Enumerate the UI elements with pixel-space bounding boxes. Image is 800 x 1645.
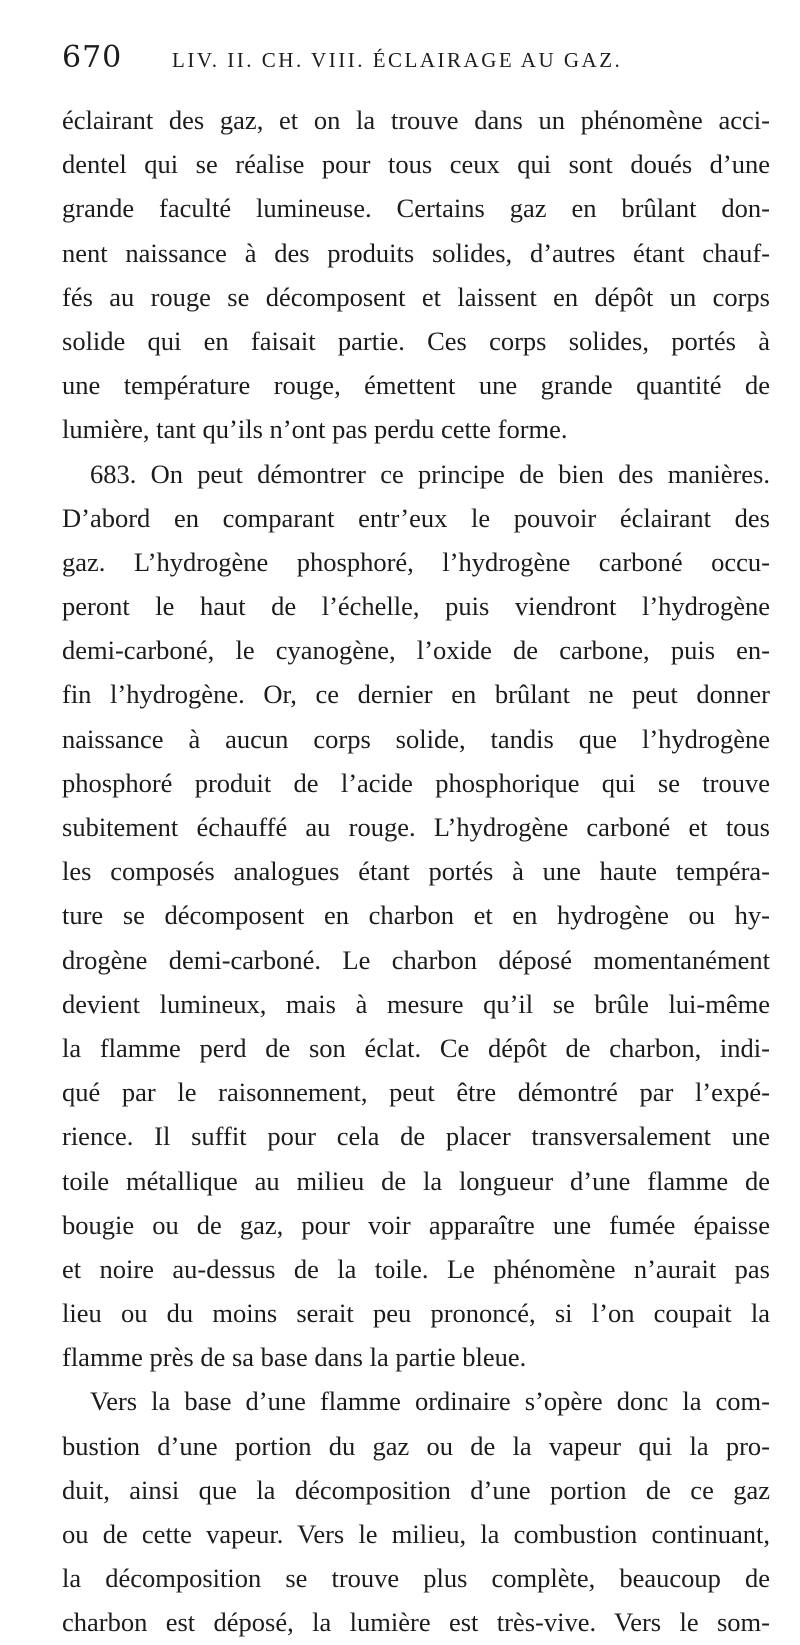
- text-line: toile métallique au milieu de la longueur d’une flamme de: [62, 1165, 770, 1196]
- page-number: 670: [62, 40, 123, 75]
- text-line: grande faculté lumineuse. Certains gaz en brûlant don-: [62, 193, 770, 224]
- text-line: les composés analogues étant portés à une haute tempéra-: [62, 856, 770, 887]
- text-line: lumière, tant qu’ils n’ont pas perdu cette forme.: [62, 414, 568, 445]
- text-line: phosphoré produit de l’acide phosphorique qui se trouve: [62, 767, 770, 798]
- text-line: duit, ainsi que la décomposition d’une portion de ce gaz: [62, 1474, 770, 1505]
- text-line: solide qui en faisait partie. Ces corps solides, portés à: [62, 325, 770, 356]
- text-line: rience. Il suffit pour cela de placer transversalement une: [62, 1121, 770, 1152]
- text-line: une température rouge, émettent une grande quantité de: [62, 370, 770, 401]
- text-line: fés au rouge se décomposent et laissent en dépôt un corps: [62, 281, 770, 312]
- text-line: naissance à aucun corps solide, tandis que l’hydrogène: [62, 723, 770, 754]
- text-line: drogène demi-carboné. Le charbon déposé momentanément: [62, 944, 770, 975]
- text-line: gaz. L’hydrogène phosphoré, l’hydrogène carboné occu-: [62, 546, 770, 577]
- text-line: et noire au-dessus de la toile. Le phénomène n’aurait pas: [62, 1253, 770, 1284]
- page-header: [62, 40, 662, 90]
- text-line: fin l’hydrogène. Or, ce dernier en brûlant ne peut donner: [62, 679, 770, 710]
- text-line: dentel qui se réalise pour tous ceux qui sont doués d’une: [62, 149, 770, 180]
- text-line: charbon est déposé, la lumière est très-vive. Vers le som-: [62, 1607, 770, 1638]
- text-line: bustion d’une portion du gaz ou de la vapeur qui la pro-: [62, 1430, 770, 1461]
- text-line: subitement échauffé au rouge. L’hydrogène carboné et tous: [62, 812, 770, 842]
- text-line: Vers la base d’une flamme ordinaire s’opère donc la com-: [90, 1386, 770, 1417]
- text-line: qué par le raisonnement, peut être démontré par l’expé-: [62, 1077, 770, 1108]
- text-line: 683. On peut démontrer ce principe de bien des manières.: [90, 458, 770, 489]
- text-line: ture se décomposent en charbon et en hydrogène ou hy-: [62, 900, 770, 931]
- text-line: D’abord en comparant entr’eux le pouvoir éclairant des: [62, 502, 770, 533]
- text-line: peront le haut de l’échelle, puis viendront l’hydrogène: [62, 591, 770, 622]
- text-line: devient lumineux, mais à mesure qu’il se brûle lui-même: [62, 988, 770, 1019]
- text-line: demi-carboné, le cyanogène, l’oxide de carbone, puis en-: [62, 635, 770, 666]
- text-line: lieu ou du moins serait peu prononcé, si l’on coupait la: [62, 1298, 770, 1329]
- text-line: nent naissance à des produits solides, d’autres étant chauf-: [62, 237, 770, 268]
- body-text: [62, 98, 770, 1645]
- text-line: bougie ou de gaz, pour voir apparaître une fumée épaisse: [62, 1209, 770, 1240]
- text-line: flamme près de sa base dans la partie bleue.: [62, 1342, 527, 1373]
- text-line: éclairant des gaz, et on la trouve dans un phénomène acci-: [62, 105, 770, 135]
- text-line: ou de cette vapeur. Vers le milieu, la combustion continuant,: [62, 1519, 770, 1549]
- text-line: la flamme perd de son éclat. Ce dépôt de charbon, indi-: [62, 1032, 770, 1063]
- text-line: la décomposition se trouve plus complète, beaucoup de: [62, 1563, 770, 1594]
- running-head: LIV. II. CH. VIII. ÉCLAIRAGE AU GAZ.: [172, 48, 623, 72]
